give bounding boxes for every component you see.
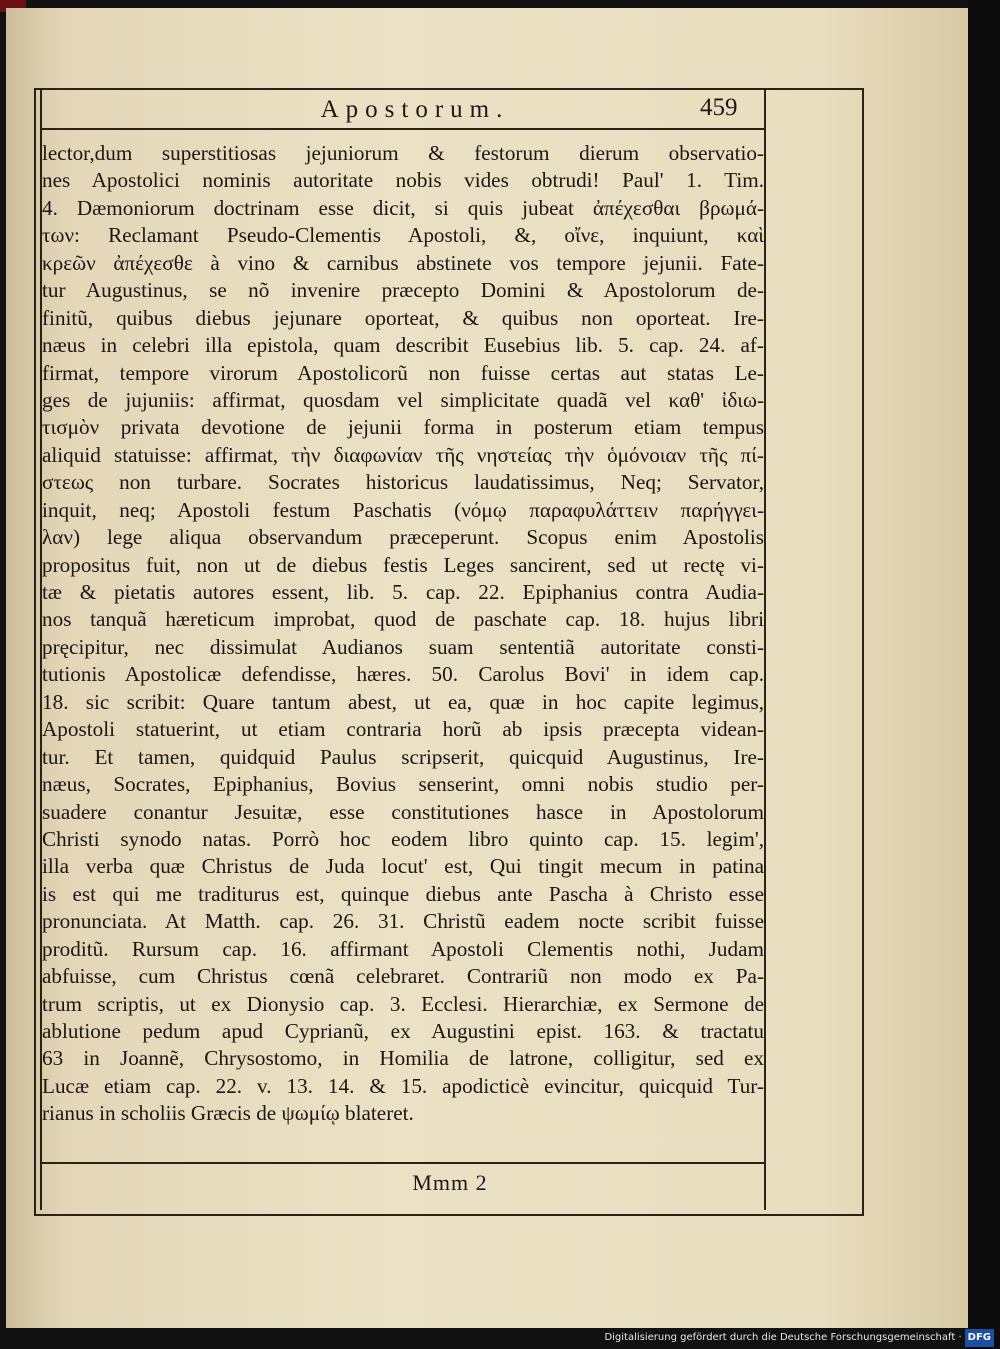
- text-line: finitũ, quibus diebus jejunare oporteat, & quibus non oporteat. Ire-: [42, 305, 764, 330]
- footer-rule: [40, 1162, 766, 1164]
- text-line: rianus in scholiis Græcis de ψωμίῳ blateret.: [42, 1101, 414, 1126]
- text-line: lector,dum superstitiosas jejuniorum & festorum dierum observatio-: [42, 141, 764, 165]
- text-line: κρεῶν ἀπέχεσθε à vino & carnibus abstinete vos tempore jejunii. Fate-: [42, 250, 764, 275]
- text-line: Lucæ etiam cap. 22. v. 13. 14. & 15. apodicticè evincitur, quicquid Tur-: [42, 1073, 764, 1098]
- header-rule: [40, 128, 766, 130]
- text-line: τισμὸν privata devotione de jejunii forma in posterum etiam tempus: [42, 415, 764, 440]
- page-frame-right-rule: [764, 90, 766, 1210]
- text-line: abfuisse, cum Christus cœnã celebraret. Contrariũ non modo ex Pa-: [42, 964, 764, 989]
- text-line: στεως non turbare. Socrates historicus laudatissimus, Neq; Servator,: [42, 470, 764, 495]
- digitization-credit: [560, 1329, 994, 1347]
- running-head: Apostorum.: [320, 96, 510, 123]
- dfg-logo: DFG: [965, 1329, 994, 1347]
- body-text: [42, 140, 764, 1128]
- text-line: aliquid statuisse: affirmat, τὴν διαφωνίαν τῆς νηστείας τὴν ὁμόνοιαν τῆς πί-: [42, 442, 764, 467]
- text-line: propositus fuit, non ut de diebus festis Leges sancirent, sed ut rectę vi-: [42, 552, 764, 577]
- text-line: tutionis Apostolicæ defendisse, hæres. 50. Carolus Bovi' in idem cap.: [42, 662, 764, 687]
- page-number: 459: [700, 94, 738, 121]
- text-line: firmat, tempore virorum Apostolicorũ non fuisse certas aut statas Le-: [42, 360, 764, 385]
- text-line: ablutione pedum apud Cyprianũ, ex Augustini epist. 163. & tractatu: [42, 1019, 764, 1043]
- text-line: 63 in Joannẽ, Chrysostomo, in Homilia de latrone, colligitur, sed ex: [42, 1046, 764, 1071]
- text-line: λαν) lege aliqua observandum præceperunt. Scopus enim Apostolis: [42, 525, 764, 550]
- text-line: trum scriptis, ut ex Dionysio cap. 3. Ecclesi. Hierarchiæ, ex Sermone de: [42, 991, 764, 1016]
- text-line: næus, Socrates, Epiphanius, Bovius senserint, omni nobis studio per-: [42, 772, 764, 797]
- book-spine-shadow: [968, 0, 1000, 1349]
- text-line: ges de jujuniis: affirmat, quosdam vel simplicitate quadã vel καθ' ἰδιω-: [42, 387, 764, 412]
- text-line: Apostoli statuerint, ut etiam contraria horũ ab ipsis præcepta videan-: [42, 717, 764, 742]
- text-line: των: Reclamant Pseudo-Clementis Apostoli, &, οἴνε, inquiunt, καὶ: [42, 223, 764, 248]
- text-line: nos tanquã hæreticum improbat, quod de paschate cap. 18. hujus libri: [42, 607, 764, 632]
- text-line: pronunciata. At Matth. cap. 26. 31. Christũ eadem nocte scribit fuisse: [42, 909, 764, 934]
- text-line: suadere conantur Jesuitæ, esse constitutiones hasce in Apostolorum: [42, 799, 764, 824]
- credit-text: Digitalisierung gefördert durch die Deutsche Forschungsgemeinschaft ·: [604, 1332, 962, 1343]
- text-line: 18. sic scribit: Quare tantum abest, ut ea, quæ in hoc capite legimus,: [42, 689, 764, 714]
- text-line: tur. Et tamen, quidquid Paulus scripserit, quicquid Augustinus, Ire-: [42, 744, 764, 769]
- text-line: tæ & pietatis autores essent, lib. 5. cap. 22. Epiphanius contra Audia-: [42, 580, 764, 604]
- text-line: pręcipitur, nec dissimulat Audianos suam sententiã autoritate consti-: [42, 634, 764, 659]
- text-line: tur Augustinus, se nõ invenire præcepto Domini & Apostolorum de-: [42, 278, 764, 303]
- text-line: illa verba quæ Christus de Juda locut' est, Qui tingit mecum in patina: [42, 854, 764, 879]
- text-line: nes Apostolici nominis autoritate nobis vides obtrudi! Paul' 1. Tim.: [42, 168, 764, 193]
- text-line: is est qui me traditurus est, quinque diebus ante Pascha à Christo esse: [42, 881, 764, 906]
- text-line: næus in celebri illa epistola, quam describit Eusebius lib. 5. cap. 24. af-: [42, 333, 764, 358]
- text-line: 4. Dæmoniorum doctrinam esse dicit, si quis jubeat ἀπέχεσθαι βρωμά-: [42, 195, 764, 220]
- signature-mark: Mmm 2: [412, 1170, 488, 1195]
- text-line: Christi synodo natas. Porrò hoc eodem libro quinto cap. 15. legim',: [42, 826, 764, 851]
- text-line: proditũ. Rursum cap. 16. affirmant Apostoli Clementis nothi, Judam: [42, 936, 764, 961]
- text-line: inquit, neq; Apostoli festum Paschatis (νόμῳ παραφυλάττειν παρήγγει-: [42, 497, 764, 522]
